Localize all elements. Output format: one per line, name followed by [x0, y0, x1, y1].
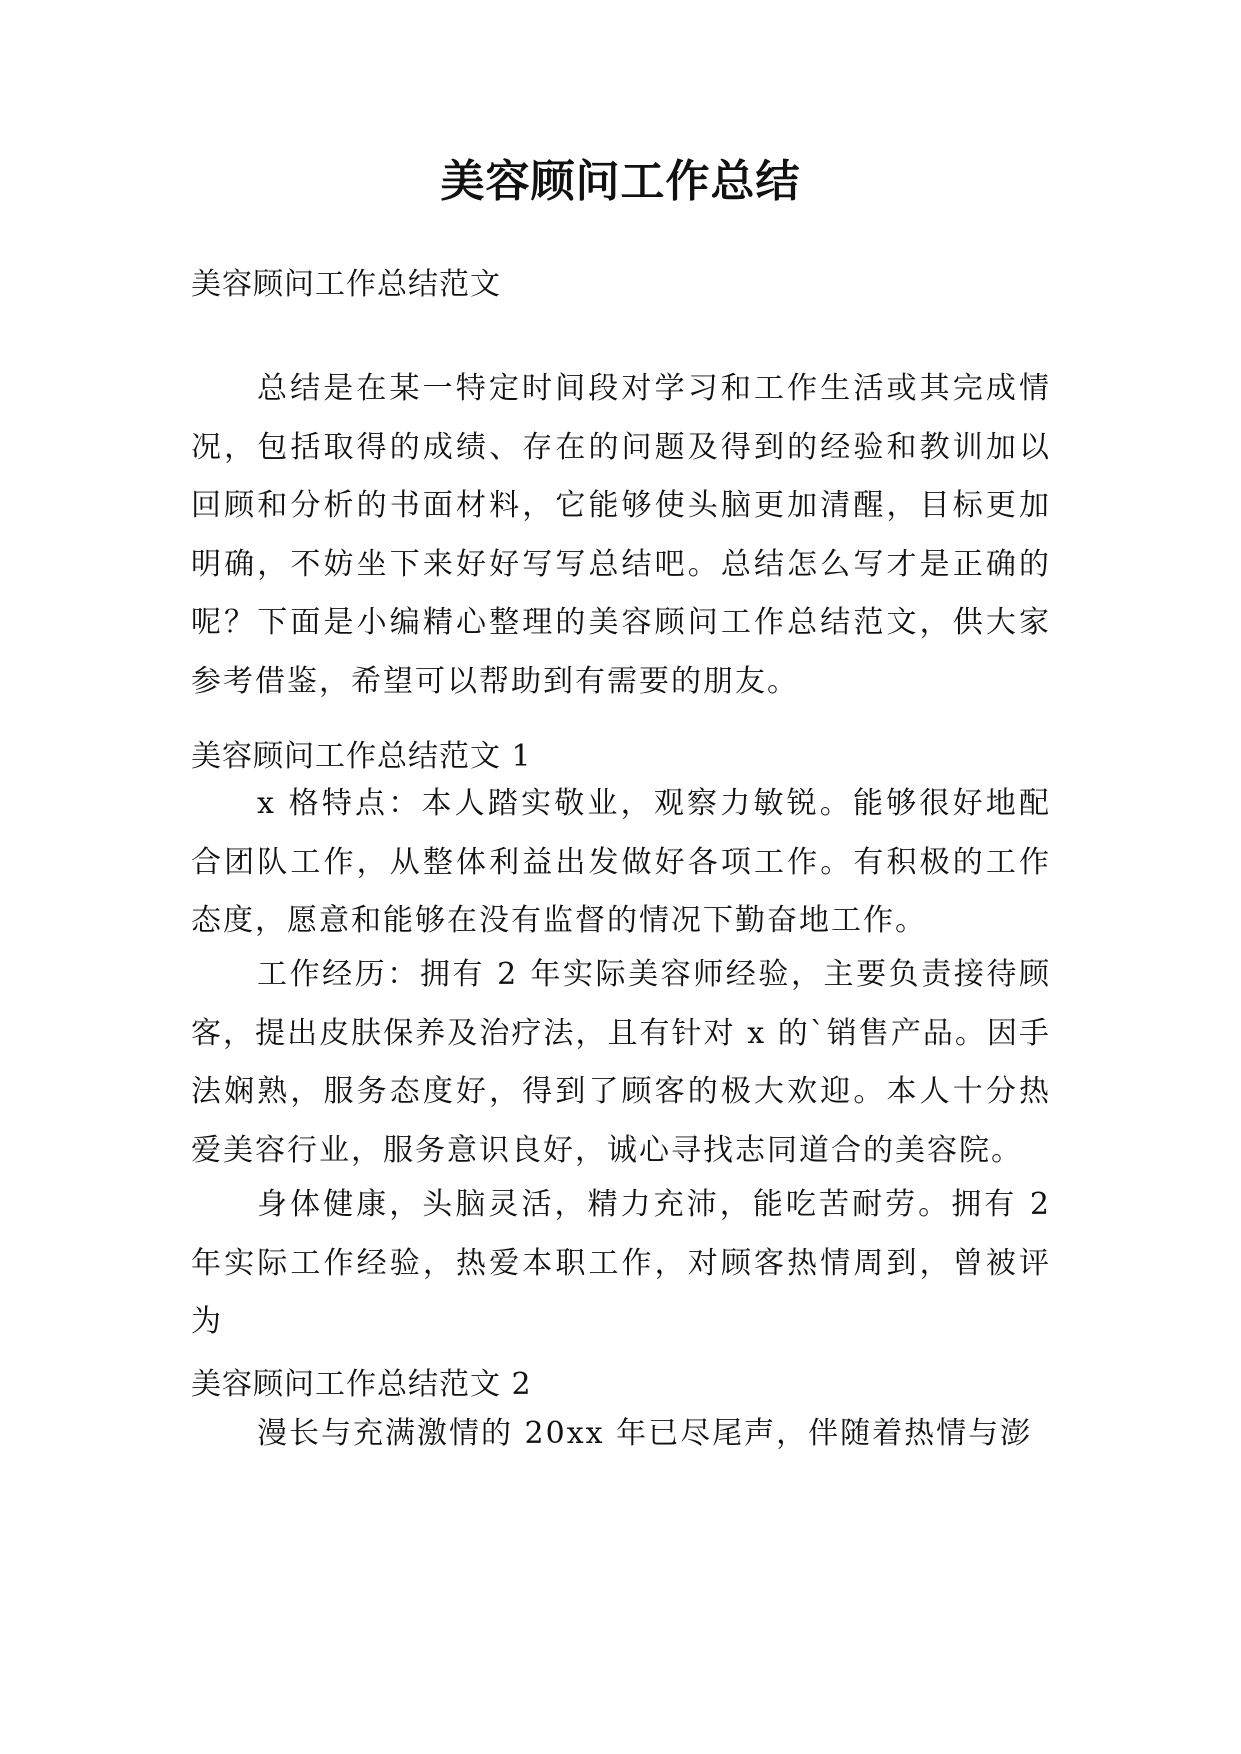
- section-1-heading: 美容顾问工作总结范文 1: [191, 739, 532, 774]
- document-title: 美容顾问工作总结: [440, 156, 801, 207]
- section-2-paragraph-1: 漫长与充满激情的 20xx 年已尽尾声，伴随着热情与澎: [257, 1416, 1033, 1451]
- section-1-paragraph-3: 身体健康，头脑灵活，精力充沛，能吃苦耐劳。拥有 2 年实际工作经验，热爱本职工作，对顾客热情周到，曾被评为: [191, 1187, 1051, 1339]
- section-1-paragraph-1: x 格特点：本人踏实敬业，观察力敏锐。能够很好地配合团队工作，从整体利益出发做好各项工作。有积极的工作态度，愿意和能够在没有监督的情况下勤奋地工作。: [191, 786, 1051, 938]
- section-1-paragraph-2: 工作经历：拥有 2 年实际美容师经验，主要负责接待顾客，提出皮肤保养及治疗法，且有针对 x 的`销售产品。因手法娴熟，服务态度好，得到了顾客的极大欢迎。本人十分热爱美容行业，服务意识良好，诚心寻找志同道合的美容院。: [191, 957, 1051, 1168]
- intro-paragraph: 总结是在某一特定时间段对学习和工作生活或其完成情况，包括取得的成绩、存在的问题及得到的经验和教训加以回顾和分析的书面材料，它能够使头脑更加清醒，目标更加明确，不妨坐下来好好写写总结吧。总结怎么写才是正确的呢？下面是小编精心整理的美容顾问工作总结范文，供大家参考借鉴，希望可以帮助到有需要的朋友。: [191, 371, 1051, 699]
- document-subtitle: 美容顾问工作总结范文: [191, 267, 501, 302]
- section-2-heading: 美容顾问工作总结范文 2: [191, 1367, 532, 1402]
